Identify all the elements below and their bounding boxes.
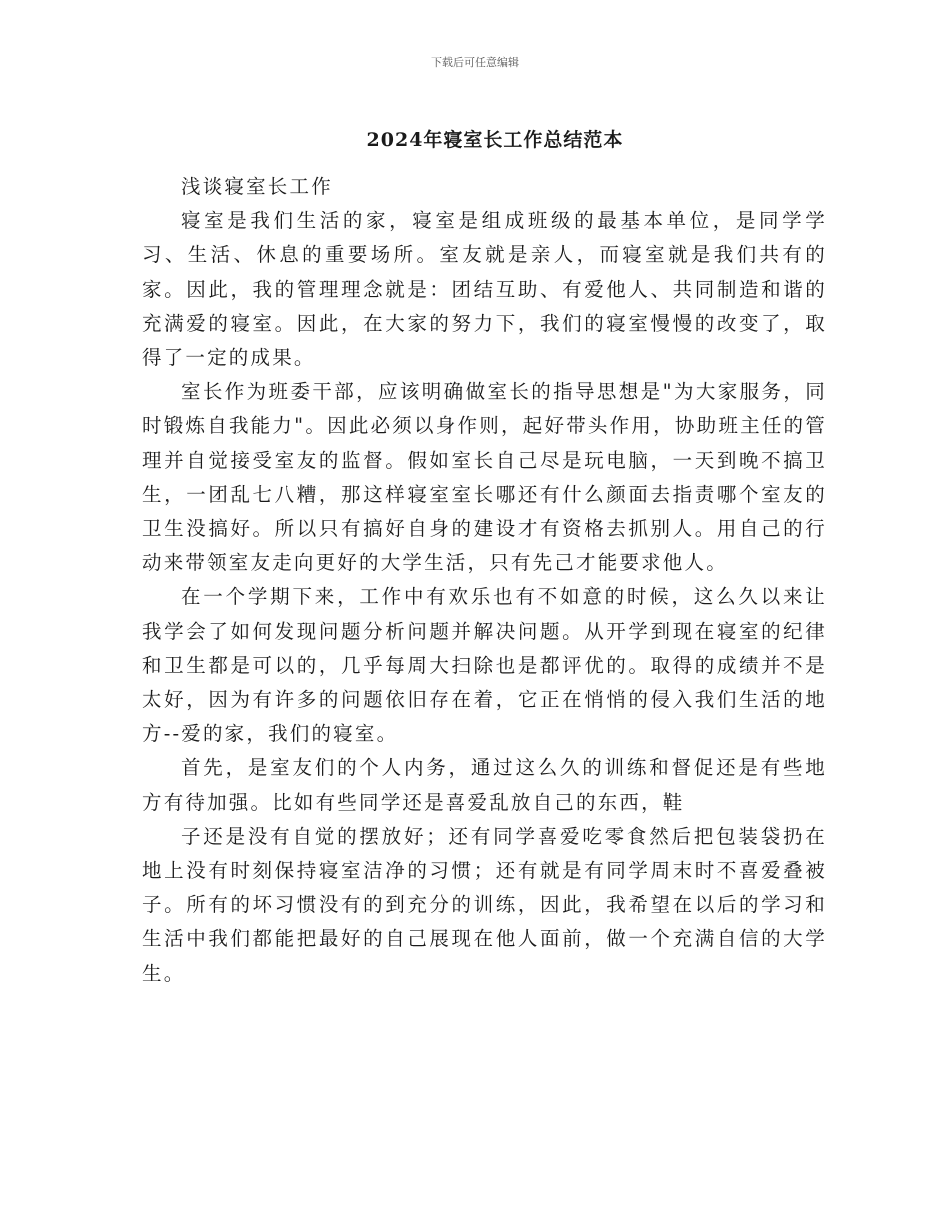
paragraph: 首先，是室友们的个人内务，通过这么久的训练和督促还是有些地方有待加强。比如有些同学还是喜爱乱放自己的东西，鞋 [142,756,827,814]
paragraph: 室长作为班委干部，应该明确做室长的指导思想是"为大家服务，同时锻炼自我能力"。因此必须以身作则，起好带头作用，协助班主任的管理并自觉接受室友的监督。假如室长自己尽是玩电脑，一天到晚不搞卫生，一团乱七八糟，那这样寝室室长哪还有什么颜面去指责哪个室友的卫生没搞好。所以只有搞好自身的建设才有资格去抓别人。用自己的行动来带领室友走向更好的大学生活，只有先己才能要求他人。 [142,380,827,575]
paragraph: 寝室是我们生活的家，寝室是组成班级的最基本单位，是同学学习、生活、休息的重要场所。室友就是亲人，而寝室就是我们共有的家。因此，我的管理理念就是：团结互助、有爱他人、共同制造和谐的充满爱的寝室。因此，在大家的努力下，我们的寝室慢慢的改变了，取得了一定的成果。 [142,209,827,370]
document-title: 2024年寝室长工作总结范本 [366,129,624,151]
page-header-note: 下载后可任意编辑 [431,56,519,69]
document-body [142,170,827,991]
paragraph-subtitle: 浅谈寝室长工作 [181,175,333,198]
paragraph: 在一个学期下来，工作中有欢乐也有不如意的时候，这么久以来让我学会了如何发现问题分析问题并解决问题。从开学到现在寝室的纪律和卫生都是可以的，几乎每周大扫除也是都评优的。取得的成绩并不是太好，因为有许多的问题依旧存在着，它正在悄悄的侵入我们生活的地方--爱的家，我们的寝室。 [142,585,827,746]
paragraph: 子还是没有自觉的摆放好；还有同学喜爱吃零食然后把包装袋扔在地上没有时刻保持寝室洁净的习惯；还有就是有同学周末时不喜爱叠被子。所有的坏习惯没有的到充分的训练，因此，我希望在以后的学习和生活中我们都能把最好的自己展现在他人面前，做一个充满自信的大学生。 [142,824,827,985]
